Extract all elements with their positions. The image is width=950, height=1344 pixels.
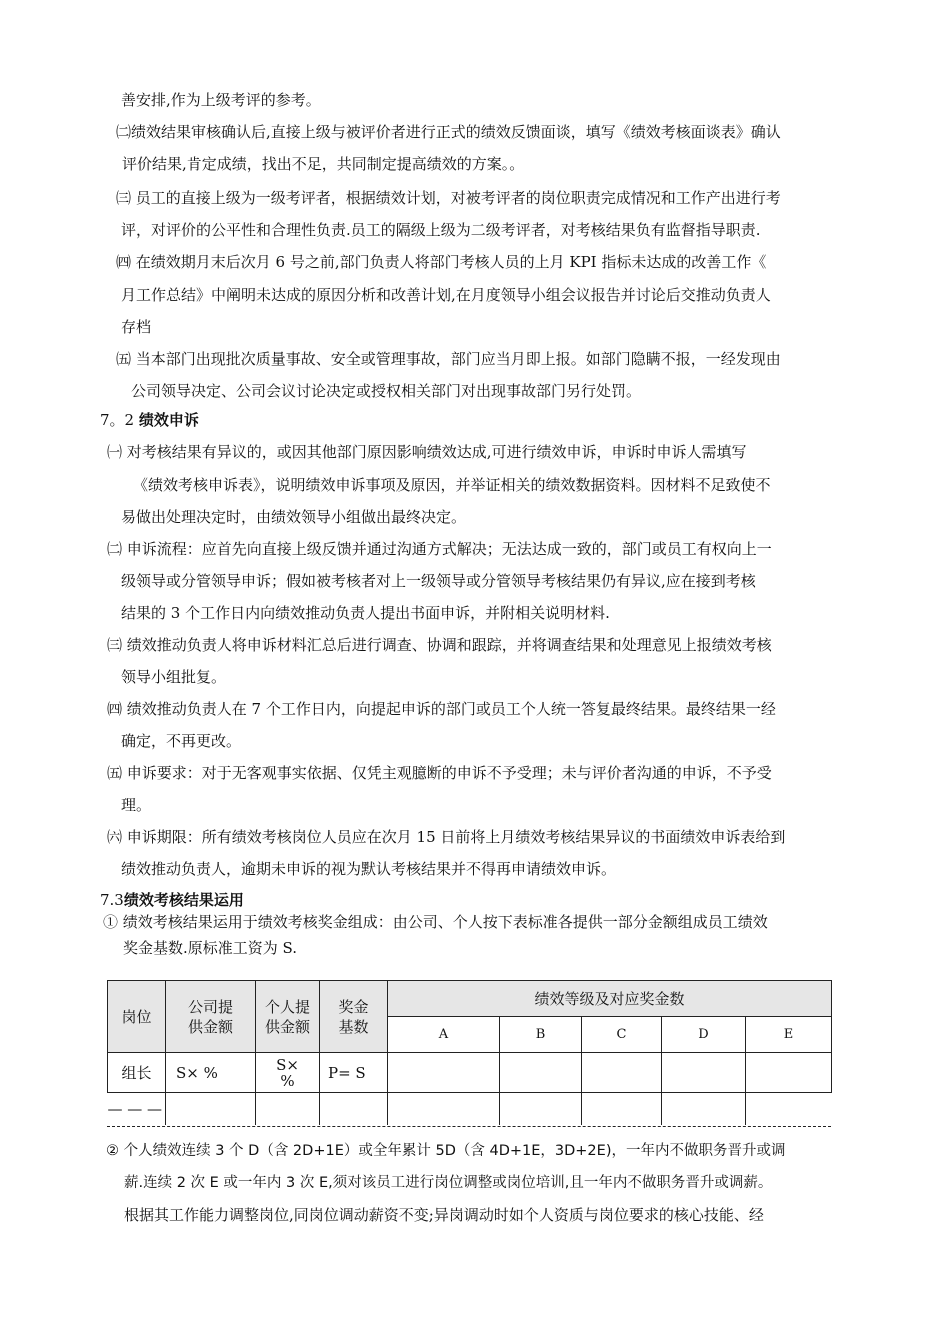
- paragraph-line: ㈤ 当本部门出现批次质量事故、安全或管理事故，部门应当月即上报。如部门隐瞒不报，一经发现由: [116, 350, 781, 368]
- header-personal-line1: 个人提: [264, 997, 310, 1016]
- paragraph-line: 确定，不再更改。: [121, 732, 242, 750]
- header-personal-line2: 供金额: [264, 1017, 310, 1036]
- paragraph-line: 评，对评价的公平性和合理性负责.员工的隔级上级为二级考评者，对考核结果负有监督指导职责.: [121, 221, 761, 239]
- cell-personal: [256, 1053, 320, 1093]
- header-grade-title: 绩效等级及对应奖金数: [388, 981, 832, 1017]
- header-bonus-base: [320, 981, 388, 1053]
- header-company-amount: [166, 981, 256, 1053]
- section-heading-7-2: [100, 408, 199, 432]
- header-base-line2: 基数: [338, 1017, 369, 1036]
- paragraph-line: 月工作总结》中阐明未达成的原因分析和改善计划,在月度领导小组会议报告并讨论后交推动负责人: [121, 286, 771, 304]
- table-row: [108, 1053, 832, 1093]
- section-title: 绩效申诉: [138, 411, 199, 429]
- cell-c: [582, 1053, 662, 1093]
- paragraph-line: 易做出处理决定时，由绩效领导小组做出最终决定。: [121, 508, 467, 526]
- cell-personal-line1: S×: [276, 1055, 299, 1074]
- cell-empty: [582, 1093, 662, 1125]
- table-row: [108, 1093, 832, 1125]
- header-base-line1: 奖金: [338, 997, 369, 1016]
- paragraph-line: 评价结果,肯定成绩，找出不足，共同制定提高绩效的方案。。: [122, 155, 525, 173]
- header-company-line2: 供金额: [187, 1017, 233, 1036]
- grade-d: D: [662, 1017, 746, 1053]
- header-post: 岗位: [108, 981, 166, 1053]
- section-number: 7.3: [100, 891, 124, 909]
- grade-c: C: [582, 1017, 662, 1053]
- paragraph-line: ㈣ 绩效推动负责人在 7 个工作日内，向提起申诉的部门或员工个人统一答复最终结果。最终结果一经: [107, 700, 776, 718]
- header-company-line1: 公司提: [187, 997, 233, 1016]
- paragraph-line: 《绩效考核申诉表》，说明绩效申诉事项及原因，并举证相关的绩效数据资料。因材料不足致使不: [133, 476, 771, 494]
- paragraph-line: 奖金基数.原标准工资为 S.: [123, 939, 298, 957]
- cell-d: [662, 1053, 746, 1093]
- paragraph-line: 领导小组批复。: [121, 668, 227, 686]
- section-title: 绩效考核结果运用: [123, 891, 244, 909]
- paragraph-line: ㈢ 绩效推动负责人将申诉材料汇总后进行调查、协调和跟踪，并将调查结果和处理意见上报绩效考核: [107, 636, 772, 654]
- grade-b: B: [500, 1017, 582, 1053]
- paragraph-line: 级领导或分管领导申诉；假如被考核者对上一级领导或分管领导考核结果仍有异议,应在接到考核: [121, 572, 756, 590]
- cell-post: 组长: [108, 1053, 166, 1093]
- cell-company: S× %: [166, 1053, 256, 1093]
- paragraph-line: ㈥ 申诉期限：所有绩效考核岗位人员应在次月 15 日前将上月绩效考核结果异议的书面绩效申诉表给到: [107, 828, 786, 846]
- table-bottom-dashed-rule: [107, 1126, 831, 1127]
- paragraph-line: ① 绩效考核结果运用于绩效考核奖金组成：由公司、个人按下表标准各提供一部分金额组成员工绩效: [103, 913, 768, 931]
- cell-empty: [746, 1093, 832, 1125]
- paragraph-line: ㈡ 申诉流程：应首先向直接上级反馈并通过沟通方式解决；无法达成一致的，部门或员工有权向上一: [107, 540, 772, 558]
- cell-empty: [500, 1093, 582, 1125]
- cell-e: [746, 1053, 832, 1093]
- paragraph-line: ㈤ 申诉要求：对于无客观事实依据、仅凭主观臆断的申诉不予受理；未与评价者沟通的申诉，不予受: [107, 764, 772, 782]
- cell-empty: [662, 1093, 746, 1125]
- header-personal-amount: [256, 981, 320, 1053]
- section-number: 7。2: [100, 411, 135, 429]
- paragraph-line: ㈠ 对考核结果有异议的，或因其他部门原因影响绩效达成,可进行绩效申诉，申诉时申诉人需填写: [107, 443, 747, 461]
- paragraph-line: 根据其工作能力调整岗位,同岗位调动薪资不变;异岗调动时如个人资质与岗位要求的核心技能、经: [124, 1206, 764, 1224]
- paragraph-line: 善安排,作为上级考评的参考。: [121, 91, 321, 109]
- paragraph-line: 绩效推动负责人，逾期未申诉的视为默认考核结果并不得再申请绩效申诉。: [121, 860, 617, 878]
- paragraph-line: ㈢ 员工的直接上级为一级考评者，根据绩效计划，对被考评者的岗位职责完成情况和工作产出进行考: [116, 189, 781, 207]
- cell-a: [388, 1053, 500, 1093]
- cell-b: [500, 1053, 582, 1093]
- paragraph-line: 理。: [121, 796, 152, 814]
- cell-base: P= S: [320, 1053, 388, 1093]
- paragraph-line: ② 个人绩效连续 3 个 D（含 2D+1E）或全年累计 5D（含 4D+1E，3D+2E)，一年内不做职务晋升或调: [106, 1143, 786, 1159]
- paragraph-line: ㈣ 在绩效期月末后次月 6 号之前,部门负责人将部门考核人员的上月 KPI 指标未达成的改善工作《: [116, 253, 767, 271]
- cell-empty: [256, 1093, 320, 1125]
- paragraph-line: 结果的 3 个工作日内向绩效推动负责人提出书面申诉，并附相关说明材料.: [121, 604, 610, 622]
- cell-empty: [320, 1093, 388, 1125]
- paragraph-line: ㈡绩效结果审核确认后,直接上级与被评价者进行正式的绩效反馈面谈，填写《绩效考核面谈表》确认: [116, 123, 781, 141]
- cell-empty: [166, 1093, 256, 1125]
- cell-empty: [388, 1093, 500, 1125]
- bonus-table: [107, 980, 832, 1125]
- grade-e: E: [746, 1017, 832, 1053]
- paragraph-line: 公司领导决定、公司会议讨论决定或授权相关部门对出现事故部门另行处罚。: [131, 382, 642, 400]
- paragraph-line: 存档: [121, 318, 152, 336]
- grade-a: A: [388, 1017, 500, 1053]
- cell-personal-line2: %: [280, 1071, 295, 1090]
- cell-post-dash: — — —: [108, 1093, 166, 1125]
- paragraph-line: 薪.连续 2 次 E 或一年内 3 次 E,须对该员工进行岗位调整或岗位培训,且一年内不做职务晋升或调薪。: [124, 1175, 773, 1191]
